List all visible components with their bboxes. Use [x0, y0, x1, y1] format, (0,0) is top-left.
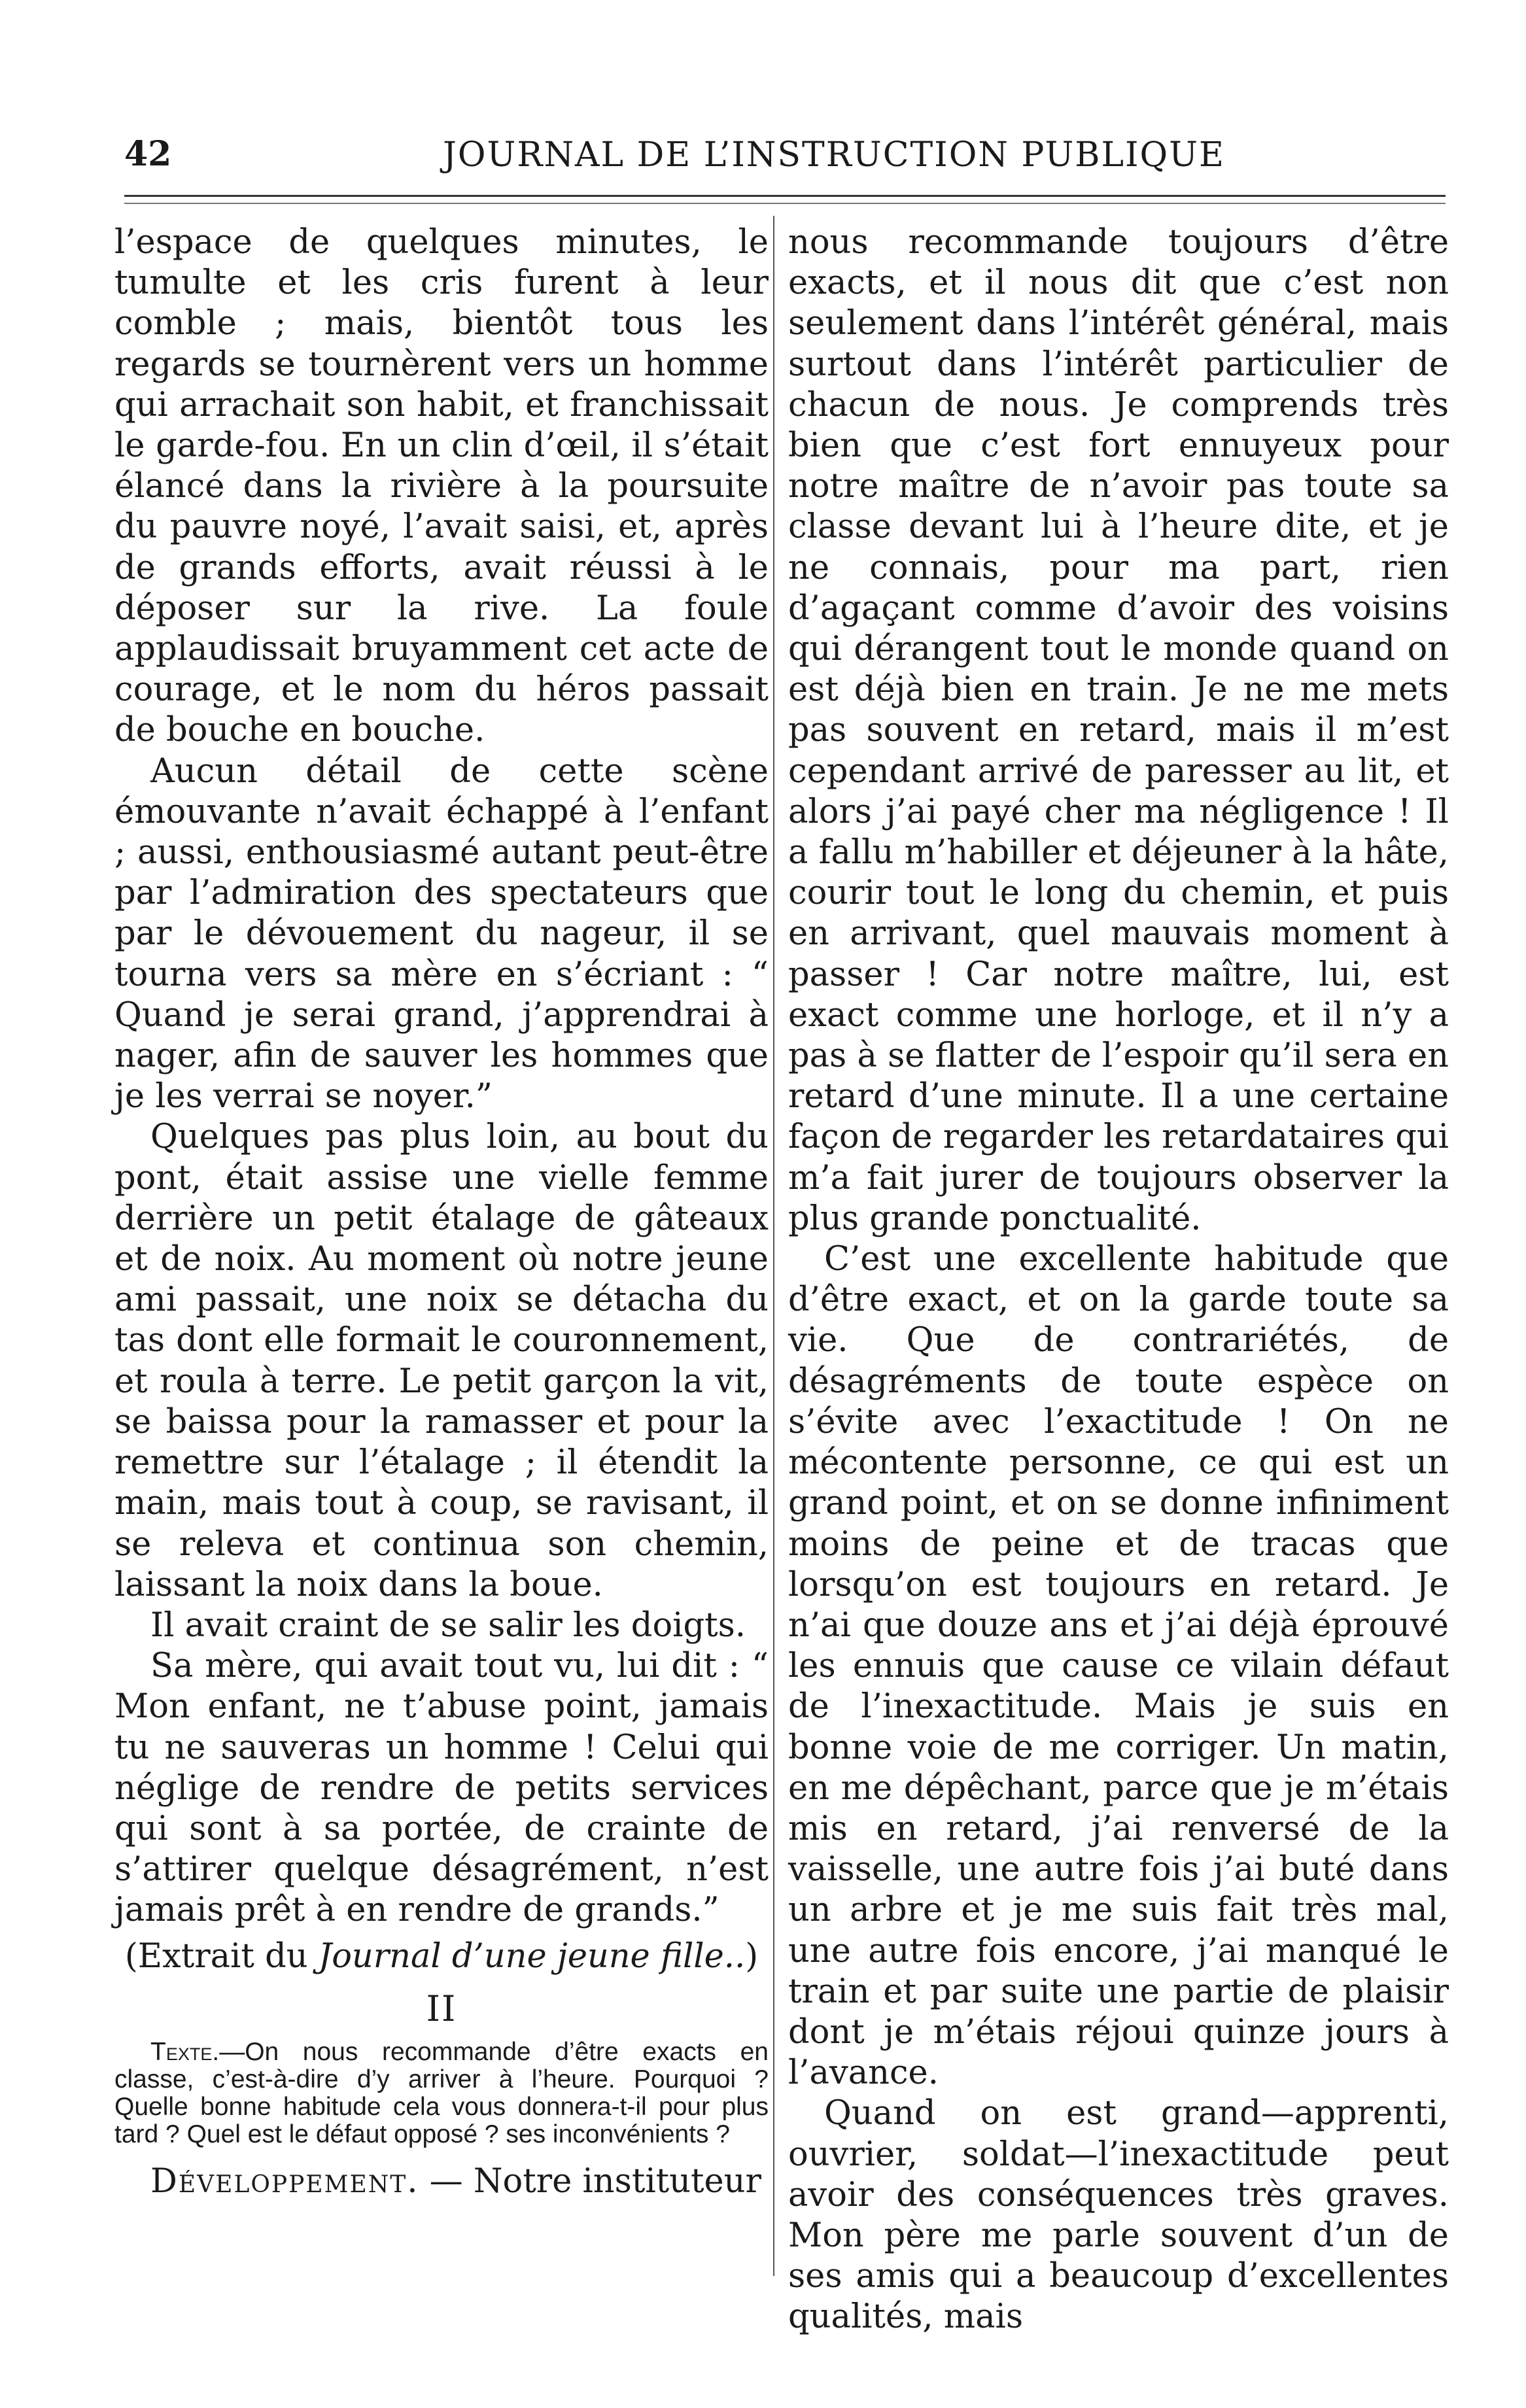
attribution-suffix: ) — [745, 1936, 759, 1976]
texte-body: —On nous recommande d’être exacts en classe, c’est-à-dire d’y arriver à l’heure. Pourquoi ? Quelle bonne habitude cela vous donnera-t-il pour plus tard ? Quel est le défaut opposé ? ses inconvénients ? — [114, 2037, 769, 2148]
header-rule-secondary — [124, 203, 1446, 204]
column-divider — [773, 216, 774, 2276]
paragraph: Il avait craint de se salir les doigts. — [150, 1606, 746, 1645]
page-header — [124, 114, 1446, 193]
paragraph: Quelques pas plus loin, au bout du pont, était assise une vielle femme derrière un petit étalage de gâteaux et de noix. Au moment où notre jeune ami passait, une noix se détacha du tas dont elle formait le couronnement, et roula à terre. Le petit garçon la vit, se baissa pour la ramasser et pour la remettre sur l’étalage ; il étendit la main, mais tout à coup, se ravisant, il se releva et continua son chemin, laissant la noix dans la boue. — [114, 1118, 769, 1604]
paragraph: nous recommande toujours d’être exacts, et il nous dit que c’est non seulement dans l’intérêt général, mais surtout dans l’intérêt particulier de chacun de nous. Je comprends très bien que c’est fort ennuyeux pour notre maître de n’avoir pas toute sa classe devant lui à l’heure dite, et je ne connais, pour ma part, rien d’agaçant comme d’avoir des voisins qui dérangent tout le monde quand on est déjà bien en train. Je ne me mets pas souvent en retard, mais il m’est cependant arrivé de paresser au lit, et alors j’ai payé cher ma négligence ! Il a fallu m’habiller et déjeuner à la hâte, courir tout le long du chemin, et puis en arrivant, quel mauvais moment à passer ! Car notre maître, lui, est exact comme une horloge, et il n’y a pas à se flatter de l’espoir qu’il sera en retard d’une minute. Il a une certaine façon de regarder les retardataires qui m’a fait jurer de toujours observer la plus grande ponctualité. — [788, 223, 1449, 1238]
development-label: Développement. — [150, 2161, 419, 2201]
source-attribution — [114, 1936, 769, 1977]
paragraph: l’espace de quelques minutes, le tumulte et les cris furent à leur comble ; mais, bientôt tous les regards se tournèrent vers un homme qui arrachait son habit, et franchissait le garde-fou. En un clin d’œil, il s’était élancé dans la rivière à la poursuite du pauvre noyé, l’avait saisi, et, après de grands efforts, avait réussi à le déposer sur la rive. La foule applaudissait bruyamment cet acte de courage, et le nom du héros passait de bouche en bouche. — [114, 223, 769, 750]
paragraph: Aucun détail de cette scène émouvante n’avait échappé à l’enfant ; aussi, enthousiasmé autant peut-être par l’admiration des spectateurs que par le dévouement du nageur, il se tourna vers sa mère en s’écriant : “ Quand je serai grand, j’apprendrai à nager, afin de sauver les hommes que je les verrai se noyer.” — [114, 751, 769, 1116]
page-number: 42 — [124, 134, 172, 174]
texte-label: Texte. — [150, 2037, 220, 2066]
development-body: — Notre instituteur — [419, 2161, 761, 2201]
assignment-text — [114, 2038, 769, 2148]
right-column — [788, 222, 1449, 2338]
paragraph: Sa mère, qui avait tout vu, lui dit : “ Mon enfant, ne t’abuse point, jamais tu ne sauveras un homme ! Celui qui néglige de rendre de petits services qui sont à sa portée, de crainte de s’attirer quelque désagrément, n’est jamais prêt à en rendre de grands.” — [114, 1647, 769, 1930]
section-heading: II — [426, 1987, 457, 2029]
attribution-journal: Journal d’une jeune fille.. — [318, 1936, 746, 1976]
header-rule — [124, 195, 1446, 197]
attribution-prefix: (Extrait du — [124, 1936, 319, 1976]
left-column — [114, 222, 769, 2202]
paragraph: Quand on est grand—apprenti, ouvrier, soldat—l’inexactitude peut avoir des conséquences très graves. Mon père me parle souvent d’un de ses amis qui a beaucoup d’excellentes qualités, mais — [788, 2094, 1449, 2337]
development-start — [114, 2161, 769, 2202]
paragraph: C’est une excellente habitude que d’être exact, et on la garde toute sa vie. Que de contrariétés, de désagréments de toute espèce on s’évite avec l’exactitude ! On ne mécontente personne, ce qui est un grand point, et on se donne infiniment moins de peine et de tracas que lorsqu’on est toujours en retard. Je n’ai que douze ans et j’ai déjà éprouvé les ennuis que cause ce vilain défaut de l’inexactitude. Mais je suis en bonne voie de me corriger. Un matin, en me dépêchant, parce que je m’étais mis en retard, j’ai renversé de la vaisselle, une autre fois j’ai buté dans un arbre et je me suis fait très mal, une autre fois encore, j’ai manqué le train et par suite une partie de plaisir dont je m’étais réjoui quinze jours à l’avance. — [788, 1240, 1449, 2093]
journal-title: JOURNAL DE L’INSTRUCTION PUBLIQUE — [443, 135, 1225, 175]
